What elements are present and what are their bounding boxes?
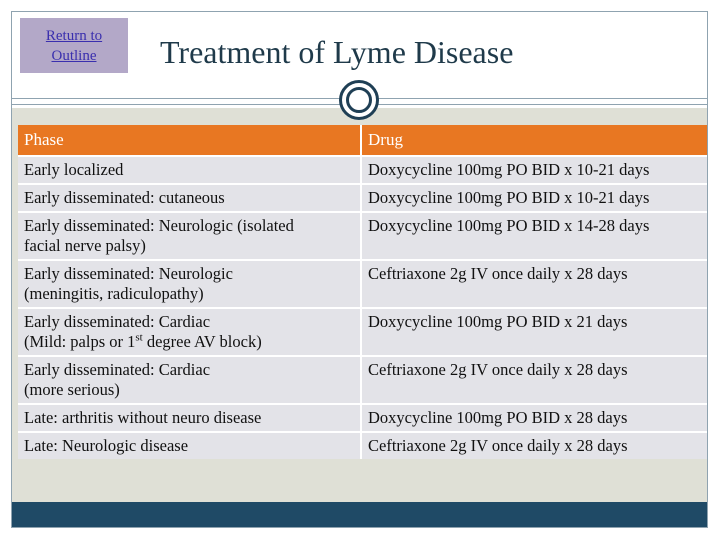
- phase-text: degree AV block): [142, 332, 262, 351]
- ordinal-superscript: st: [135, 331, 143, 344]
- drug-cell: Ceftriaxone 2g IV once daily x 28 days: [360, 431, 707, 459]
- table-row: [18, 211, 707, 259]
- phase-line: (meningitis, radiculopathy): [24, 284, 204, 303]
- drug-cell: Ceftriaxone 2g IV once daily x 28 days: [360, 355, 707, 403]
- drug-cell: Ceftriaxone 2g IV once daily x 28 days: [360, 259, 707, 307]
- phase-line: Early disseminated: Cardiac: [24, 312, 211, 331]
- drug-cell: Doxycycline 100mg PO BID x 10-21 days: [360, 155, 707, 183]
- drug-cell: Doxycycline 100mg PO BID x 14-28 days: [360, 211, 707, 259]
- phase-line: Early disseminated: Neurologic (isolated: [24, 216, 294, 235]
- table-row: [18, 403, 707, 431]
- table-row: [18, 307, 707, 355]
- phase-cell: Early disseminated: cutaneous: [18, 183, 360, 211]
- table-row: [18, 355, 707, 403]
- phase-line: [24, 332, 354, 352]
- circle-ornament-icon: [339, 80, 379, 120]
- phase-text: (Mild: palps or 1: [24, 332, 136, 351]
- table-row: [18, 155, 707, 183]
- phase-cell: [18, 211, 360, 259]
- drug-cell: Doxycycline 100mg PO BID x 28 days: [360, 403, 707, 431]
- table-row: [18, 183, 707, 211]
- treatment-table: [18, 125, 707, 459]
- return-label-line1: Return to: [45, 27, 103, 44]
- phase-cell: Late: Neurologic disease: [18, 431, 360, 459]
- footer-bar: [12, 502, 707, 527]
- phase-line: facial nerve palsy): [24, 236, 146, 255]
- table-header-row: [18, 125, 707, 155]
- return-label-line2: Outline: [51, 47, 97, 64]
- table-row: [18, 431, 707, 459]
- phase-cell: [18, 355, 360, 403]
- circle-ornament-inner: [346, 87, 372, 113]
- drug-cell: Doxycycline 100mg PO BID x 10-21 days: [360, 183, 707, 211]
- phase-cell: Late: arthritis without neuro disease: [18, 403, 360, 431]
- page-title: Treatment of Lyme Disease: [160, 34, 514, 70]
- column-header-drug: Drug: [360, 125, 707, 155]
- phase-line: (more serious): [24, 380, 120, 399]
- table-row: [18, 259, 707, 307]
- phase-line: Early disseminated: Cardiac: [24, 360, 211, 379]
- column-header-phase: Phase: [18, 125, 360, 155]
- phase-cell: [18, 307, 360, 355]
- phase-cell: Early localized: [18, 155, 360, 183]
- drug-cell: Doxycycline 100mg PO BID x 21 days: [360, 307, 707, 355]
- return-to-outline-button[interactable]: [20, 18, 128, 73]
- phase-line: Early disseminated: Neurologic: [24, 264, 233, 283]
- phase-cell: [18, 259, 360, 307]
